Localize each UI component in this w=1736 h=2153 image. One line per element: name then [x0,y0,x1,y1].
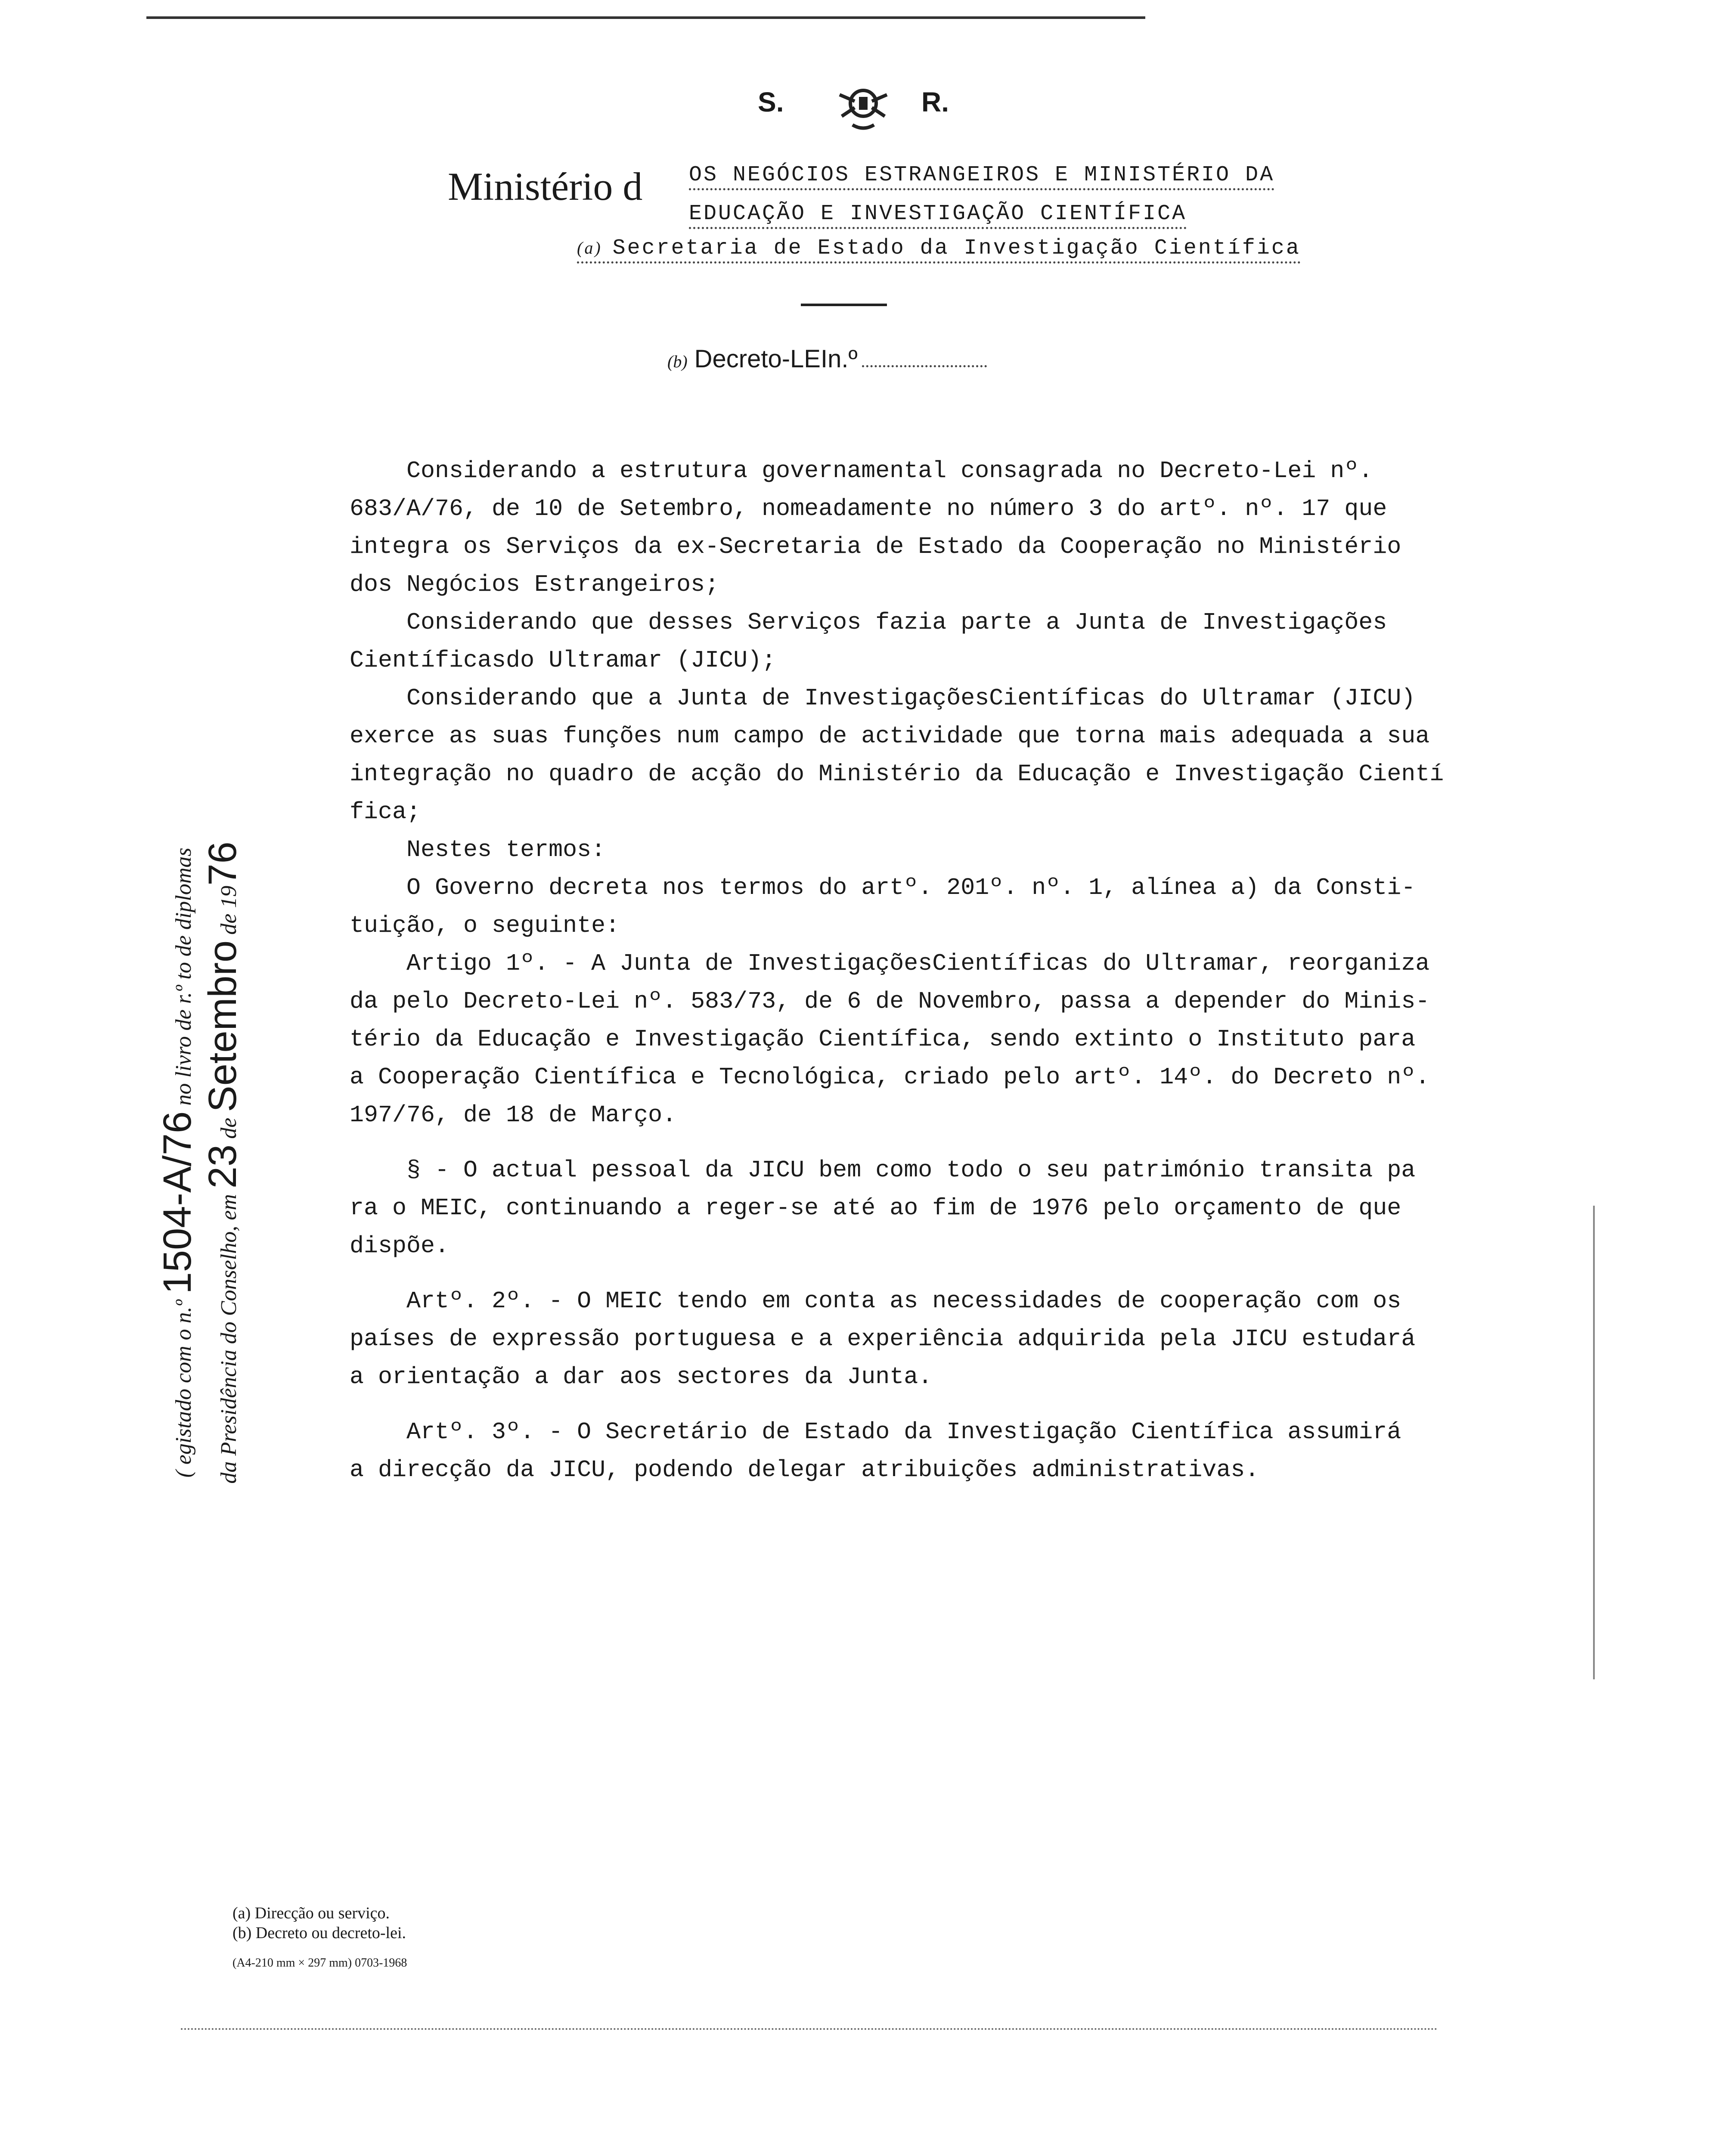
body-line: Artigo 1º. - A Junta de InvestigaçõesCientíficas do Ultramar, reorganiza [350,950,1430,977]
footnote-b: (b) Decreto ou decreto-lei. [232,1924,406,1942]
body-line [350,1134,1551,1151]
coat-of-arms-icon [831,78,896,133]
body-line: dispõe. [350,1232,450,1260]
secretaria-line [577,236,1301,264]
ministry-name-line-2: EDUCAÇÃO E INVESTIGAÇÃO CIENTÍFICA [689,202,1187,229]
body-line: Considerando que a Junta de InvestigaçõesCientíficas do Ultramar (JICU) [350,685,1416,712]
secretaria-name: Secretaria de Estado da Investigação Científica [612,236,1301,261]
body-line: Artº. 2º. - O MEIC tendo em conta as necessidades de cooperação com os [350,1287,1401,1315]
body-line: tuição, o seguinte: [350,912,620,939]
body-line: Científicasdo Ultramar (JICU); [350,647,776,674]
body-line [350,1265,1551,1282]
registration-margin-note [155,732,267,1593]
divider-dash [801,304,887,306]
body-line: tério da Educação e Investigação Científica, sendo extinto o Instituto para [350,1026,1416,1053]
right-edge-mark [1593,1206,1595,1679]
footnote-a: (a) Direcção ou serviço. [232,1904,390,1922]
ministerio-label: Ministério d [448,164,643,208]
crest-header [732,78,1033,133]
body-line: países de expressão portuguesa e a experiência adquirida pela JICU estudará [350,1325,1416,1353]
body-line: Nestes termos: [350,836,606,863]
body-line: Considerando a estrutura governamental consagrada no Decreto-Lei nº. [350,457,1373,484]
body-line: ra o MEIC, continuando a reger-se até ao fim de 1976 pelo orçamento de que [350,1194,1401,1222]
body-line: dos Negócios Estrangeiros; [350,571,719,598]
decreto-number-blank [862,365,987,367]
crest-right-letter: R. [921,87,949,118]
body-line: da pelo Decreto-Lei nº. 583/73, de 6 de Novembro, passa a depender do Minis- [350,988,1430,1015]
decree-body [350,452,1551,1489]
secretaria-prefix: (a) [577,238,602,257]
body-line: fica; [350,798,421,825]
body-line: 683/A/76, de 10 de Setembro, nomeadamente no número 3 do artº. nº. 17 que [350,495,1387,522]
top-rule [146,16,1145,19]
form-code: (A4-210 mm × 297 mm) 0703-1968 [232,1956,407,1970]
body-line: Artº. 3º. - O Secretário de Estado da Investigação Científica assumirá [350,1418,1401,1446]
body-line: a Cooperação Científica e Tecnológica, criado pelo artº. 14º. do Decreto nº. [350,1064,1430,1091]
body-line: O Governo decreta nos termos do artº. 201º. nº. 1, alínea a) da Consti- [350,874,1416,901]
body-line: a orientação a dar aos sectores da Junta. [350,1363,933,1390]
margin-note-line-2: da Presidência do Conselho, em 23 de Setembro de 1976 [201,841,245,1484]
body-line [350,1396,1551,1413]
body-line: exerce as suas funções num campo de actividade que torna mais adequada a sua [350,723,1430,750]
crest-left-letter: S. [758,87,784,118]
body-line: a direcção da JICU, podendo delegar atribuições administrativas. [350,1456,1259,1483]
body-line: integração no quadro de acção do Ministério da Educação e Investigação Cientí [350,760,1444,788]
ministry-name-line-1: OS NEGÓCIOS ESTRANGEIROS E MINISTÉRIO DA [689,163,1274,190]
body-line: 197/76, de 18 de Março. [350,1101,677,1129]
decreto-label: Decreto-LEIn.º [694,345,858,373]
decreto-heading [667,344,987,373]
body-line: Considerando que desses Serviços fazia parte a Junta de Investigações [350,609,1387,636]
body-line: integra os Serviços da ex-Secretaria de Estado da Cooperação no Ministério [350,533,1401,560]
bottom-rule [181,2028,1438,2030]
footer-notes [232,1903,407,1973]
body-line: § - O actual pessoal da JICU bem como todo o seu património transita pa [350,1157,1416,1184]
margin-note-line-1: ( egistado com o n.º 1504-A/76 no livro de r.º to de diplomas [155,847,199,1478]
decreto-prefix: (b) [667,352,688,371]
